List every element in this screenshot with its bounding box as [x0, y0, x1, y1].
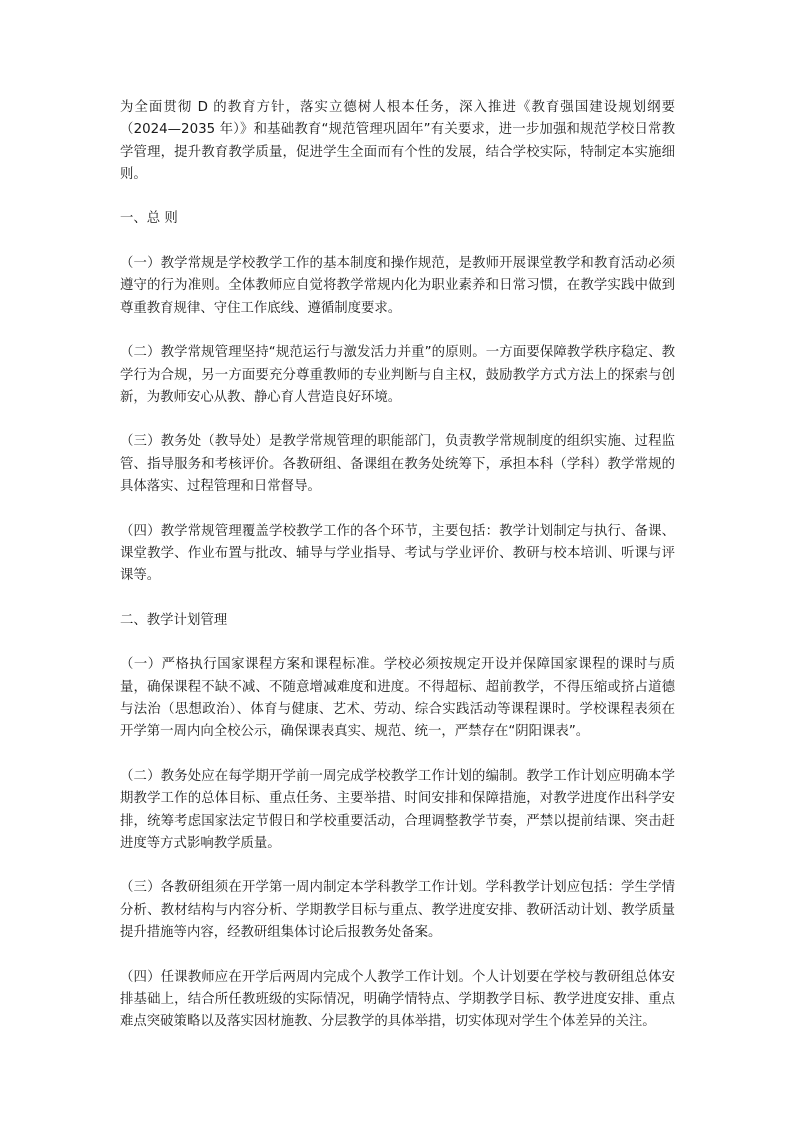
- teaching-plan-paragraph-3: （三）各教研组须在开学第一周内制定本学科教学工作计划。学科教学计划应包括：学生学情分析、教材结构与内容分析、学期教学目标与重点、教学进度安排、教研活动计划、教学质量提升措施等内容，经教研组集体讨论后报教务处备案。: [120, 880, 675, 940]
- general-paragraph-4: （四）教学常规管理覆盖学校教学工作的各个环节，主要包括：教学计划制定与执行、备课、课堂教学、作业布置与批改、辅导与学业指导、考试与学业评价、教研与校本培训、听课与评课等。: [120, 523, 675, 584]
- general-paragraph-2: （二）教学常规管理坚持“规范运行与激发活力并重”的原则。一方面要保障教学秩序稳定、教学行为合规，另一方面要充分尊重教师的专业判断与自主权，鼓励教学方式方法上的探索与创新，为教师安心从教、静心育人营造良好环境。: [120, 345, 675, 405]
- document-page: [120, 97, 675, 1033]
- intro-paragraph: 为全面贯彻 D 的教育方针，落实立德树人根本任务，深入推进《教育强国建设规划纲要（2024—2035 年）》和基础教育“规范管理巩固年”有关要求，进一步加强和规范学校日常教学管理，提升教育教学质量，促进学生全面而有个性的发展，结合学校实际，特制定本实施细则。: [120, 100, 675, 182]
- teaching-plan-paragraph-1: （一）严格执行国家课程方案和课程标准。学校必须按规定开设并保障国家课程的课时与质量，确保课程不缺不减、不随意增减难度和进度。不得超标、超前教学，不得压缩或挤占道德与法治（思想政治）、体育与健康、艺术、劳动、综合实践活动等课程课时。学校课程表须在开学第一周内向全校公示，确保课表真实、规范、统一，严禁存在“阴阳课表”。: [120, 657, 675, 740]
- teaching-plan-paragraph-2: （二）教务处应在每学期开学前一周完成学校教学工作计划的编制。教学工作计划应明确本学期教学工作的总体目标、重点任务、主要举措、时间安排和保障措施，对教学进度作出科学安排，统筹考虑国家法定节假日和学校重要活动，合理调整教学节奏，严禁以提前结课、突击赶进度等方式影响教学质量。: [120, 768, 675, 851]
- general-paragraph-3: （三）教务处（教导处）是教学常规管理的职能部门，负责教学常规制度的组织实施、过程监管、指导服务和考核评价。各教研组、备课组在教务处统筹下，承担本科（学科）教学常规的具体落实、过程管理和日常督导。: [120, 434, 675, 495]
- section-heading-general: 一、总 则: [120, 211, 178, 227]
- teaching-plan-paragraph-4: （四）任课教师应在开学后两周内完成个人教学工作计划。个人计划要在学校与教研组总体安排基础上，结合所任教班级的实际情况，明确学情特点、学期教学目标、教学进度安排、重点难点突破策略以及落实因材施教、分层教学的具体举措，切实体现对学生个体差异的关注。: [120, 969, 675, 1030]
- general-paragraph-1: （一）教学常规是学校教学工作的基本制度和操作规范，是教师开展课堂教学和教育活动必须遵守的行为准则。全体教师应自觉将教学常规内化为职业素养和日常习惯，在教学实践中做到尊重教育规律、守住工作底线、遵循制度要求。: [120, 256, 675, 316]
- section-heading-teaching-plan: 二、教学计划管理: [120, 612, 228, 628]
